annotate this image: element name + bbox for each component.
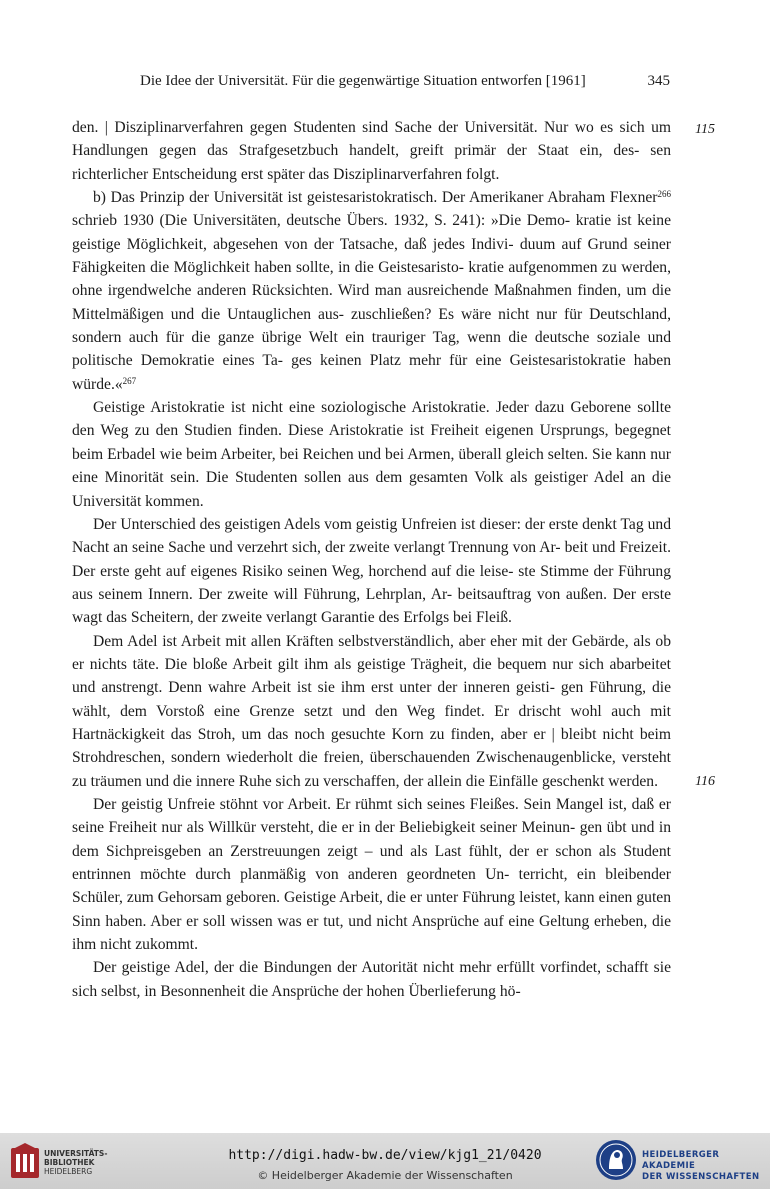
text-line: schafft sie sich selbst, in Besonnenheit die Ansprüche der hohen Überlieferung hö- bbox=[72, 959, 671, 1000]
text-line: beitsauftrag von außen. Der erste wagt das Scheitern, der zweite verlangt Garantie des bbox=[72, 585, 671, 627]
text-line: gen übt und in dem Sichpreisgeben an Zerstreuungen zeigt – und als Last fühlt, der er bbox=[72, 819, 671, 860]
text-line: Tag und Nacht an seine Sache und verzehrt sich, der zweite verlangt Trennung von Ar- bbox=[72, 515, 671, 557]
text-line: Der Unterschied des geistigen Adels vom geistig Unfreien ist dieser: der erste denkt bbox=[93, 515, 617, 533]
text-line: Ansprüche auf eine Geltung erheben, die ihm nicht zukommt. bbox=[72, 912, 671, 954]
running-title: Die Idee der Universität. Für die gegenwärtige Situation entworfen [1961] bbox=[140, 73, 586, 89]
paragraph bbox=[72, 513, 671, 630]
paragraph bbox=[72, 956, 671, 1003]
copyright-notice: © Heidelberger Akademie der Wissenschaften bbox=[257, 1169, 513, 1182]
text-line: daß er seine Freiheit nur als Willkür versteht, die er in der Beliebigkeit seiner Meinun- bbox=[72, 795, 671, 837]
text-line: Dem Adel ist Arbeit mit allen Kräften selbstverständlich, aber eher mit der Gebärde, bbox=[93, 632, 629, 650]
text-line: beit und Freizeit. Der erste geht auf eigenes Risiko seinen Weg, horchend auf die leise- bbox=[72, 539, 671, 580]
body-text bbox=[72, 116, 671, 1003]
text-line: kratie aufgenommen zu werden, ohne irgendwelche anderen Rücksichten. Wird man bbox=[72, 259, 671, 300]
paragraph bbox=[72, 396, 671, 513]
text-line: b) Das Prinzip der Universität ist geistesaristokratisch. Der Amerikaner Abraham bbox=[93, 189, 606, 207]
text-line: ste Stimme der Führung aus seinem Innern. Der zweite will Führung, Lehrplan, Ar- bbox=[72, 562, 671, 603]
library-name-line: UNIVERSITÄTS- bbox=[44, 1149, 108, 1158]
text-line: begegnet beim Erbadel wie beim Arbeiter, bei Reichen und bei Armen, überall gleich bbox=[72, 422, 672, 463]
text-line: schon als Student entrinnen möchte durch planmäßig von anderen geordneten Un- bbox=[72, 842, 671, 883]
text-line: Der geistig Unfreie stöhnt vor Arbeit. Er rühmt sich seines Fleißes. Sein Mangel ist, bbox=[93, 795, 627, 813]
margin-page-number: 115 bbox=[695, 122, 715, 137]
academy-seal-icon[interactable] bbox=[595, 1139, 637, 1181]
academy-name-line: DER WISSENSCHAFTEN bbox=[642, 1172, 760, 1182]
text-line: Flexner bbox=[609, 189, 658, 207]
footnote-ref: 266 bbox=[657, 189, 671, 200]
paragraph bbox=[72, 116, 671, 186]
text-line: als geistiger Adel an die Universität kommen. bbox=[72, 469, 671, 510]
text-line: ausreichende Maßnahmen finden, um die Mittelmäßigen und die Untauglichen aus- bbox=[72, 282, 671, 323]
text-line: als ob er nichts täte. Die bloße Arbeit gilt ihm als geistige Trägheit, die bequem nur sich bbox=[72, 632, 671, 673]
text-line: er | bleibt nicht beim Strohdreschen, sondern wiederholt die freien, überschauenden bbox=[72, 725, 672, 767]
text-line: wohl auch mit Hartnäckigkeit das Stroh, um das noch gesuchte Korn zu finden, aber bbox=[72, 702, 671, 743]
library-name-line: BIBLIOTHEK bbox=[44, 1158, 95, 1167]
paragraph bbox=[72, 630, 671, 793]
text-line: den. | Disziplinarverfahren gegen Studenten sind Sache der Universität. Nur wo es sich bbox=[72, 119, 645, 136]
text-line: terricht, ein bleibender Schüler, zum Gehorsam geboren. Geistige Arbeit, die er unter bbox=[72, 866, 672, 907]
permalink-url[interactable]: http://digi.hadw-bw.de/view/kjg1_21/0420 bbox=[228, 1148, 542, 1163]
footnote-ref: 267 bbox=[122, 375, 137, 386]
text-line: Der geistige Adel, der die Bindungen der Autorität nicht mehr erfüllt vorfindet, bbox=[93, 959, 602, 977]
footer-bar bbox=[0, 1133, 770, 1189]
text-line: um Handlungen gegen das Strafgesetzbuch handelt, greift primär der Staat ein, des- bbox=[72, 119, 671, 160]
text-line: Zwischenaugenblicke, versteht zu träumen und die innere Ruhe sich zu verschaffen, bbox=[72, 749, 671, 790]
paragraph bbox=[72, 186, 671, 396]
text-line: Welt ein trauriger Tag, wenn die deutsche soziale und politische Demokratie eines Ta- bbox=[72, 329, 672, 370]
text-line: ges keinen Platz mehr für eine Geistesaristokratie haben würde.« bbox=[72, 352, 671, 393]
text-line: sen richterlicher Entscheidung erst später das Disziplinarverfahren folgt. bbox=[72, 142, 671, 183]
library-name-line: HEIDELBERG bbox=[44, 1167, 93, 1176]
margin-page-number: 116 bbox=[695, 774, 715, 789]
text-line: abarbeitet und anstrengt. Denn wahre Arbeit ist sie ihm erst unter der inneren geisti- bbox=[72, 655, 671, 697]
text-line: selten. Sie kann nur eine Minorität sein. Die Studenten sollen aus dem gesamten Volk bbox=[72, 445, 671, 487]
text-line: Geistige Aristokratie ist nicht eine soziologische Aristokratie. Jeder dazu Geborene bbox=[93, 399, 632, 417]
paragraph bbox=[72, 793, 671, 956]
text-line: gen Führung, die wählt, dem Vorstoß eine Grenze setzt und den Weg findet. Er drischt bbox=[72, 679, 672, 720]
text-line: kratie ist keine geistige Möglichkeit, abgesehen von der Tatsache, daß jedes Indivi- bbox=[72, 212, 671, 253]
page-number: 345 bbox=[647, 73, 670, 89]
text-line: duum auf Grund seiner Fähigkeiten die Möglichkeit haben sollte, in die Geistesaristo- bbox=[72, 235, 671, 277]
text-line: der allein die Einfälle geschenkt werden. bbox=[403, 772, 658, 790]
text-line: sollte den Weg zu den Studien finden. Diese Aristokratie ist Freiheit eigenen Ursprungs, bbox=[72, 399, 671, 440]
text-line: schrieb 1930 (Die Universitäten, deutsche Übers. 1932, S. 241): »Die Demo- bbox=[72, 212, 571, 230]
text-line: Erfolgs bei Fleiß. bbox=[403, 609, 512, 627]
academy-name bbox=[642, 1150, 770, 1183]
text-line: zuschließen? Es wäre nicht nur für Deutschland, sondern auch für die ganze übrige bbox=[72, 305, 671, 347]
text-line: Führung leistet, kann einen guten Sinn haben. Aber er soll wissen was er tut, und nicht bbox=[72, 889, 671, 930]
academy-name-line: HEIDELBERGER AKADEMIE bbox=[642, 1150, 720, 1171]
